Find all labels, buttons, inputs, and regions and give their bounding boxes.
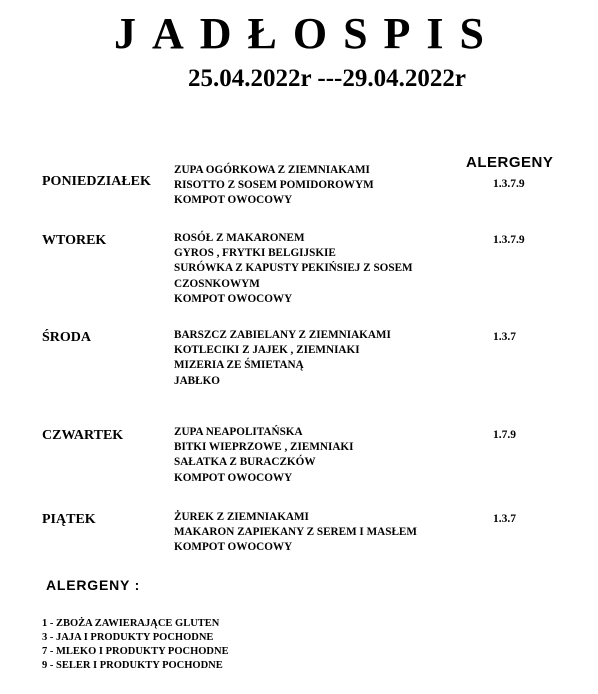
- dishes-tuesday: [174, 231, 454, 307]
- dish: KOMPOT OWOCOWY: [174, 292, 293, 305]
- allergen-legend-title: ALERGENY :: [46, 577, 141, 593]
- day-name-monday: PONIEDZIAŁEK: [42, 174, 151, 189]
- dish: SAŁATKA Z BURACZKÓW: [174, 456, 316, 469]
- allergens-thursday: 1.7.9: [493, 429, 516, 441]
- allergens-friday: 1.3.7: [493, 513, 516, 525]
- page-title: JADŁOSPIS: [113, 9, 501, 58]
- dish: KOMPOT OWOCOWY: [174, 471, 293, 484]
- dish: ROSÓŁ Z MAKARONEM: [174, 232, 305, 244]
- allergens-wednesday: 1.3.7: [493, 331, 516, 343]
- dish: BITKI WIEPRZOWE , ZIEMNIAKI: [174, 441, 354, 454]
- dishes-wednesday: [174, 328, 454, 389]
- dish: MAKARON ZAPIEKANY Z SEREM I MASŁEM: [174, 526, 417, 539]
- day-name-tuesday: WTOREK: [42, 233, 107, 248]
- dish: MIZERIA ZE ŚMIETANĄ: [174, 359, 304, 372]
- dishes-thursday: [174, 425, 454, 486]
- day-name-wednesday: ŚRODA: [42, 330, 92, 345]
- legend-item: 9 - SELER I PRODUKTY POCHODNE: [42, 660, 223, 671]
- legend-item: 3 - JAJA I PRODUKTY POCHODNE: [42, 632, 214, 643]
- dish: ZUPA NEAPOLITAŃSKA: [174, 426, 303, 438]
- day-name-thursday: CZWARTEK: [42, 428, 124, 443]
- dish: ZUPA OGÓRKOWA Z ZIEMNIAKAMI: [174, 164, 370, 176]
- dishes-friday: [174, 510, 454, 556]
- dish: JABŁKO: [174, 374, 221, 387]
- legend-item: 7 - MLEKO I PRODUKTY POCHODNE: [42, 646, 229, 657]
- dish: BARSZCZ ZABIELANY Z ZIEMNIAKAMI: [174, 329, 391, 341]
- allergens-column-header: ALERGENY: [466, 154, 554, 171]
- allergen-legend: [42, 617, 229, 673]
- day-name-friday: PIĄTEK: [42, 512, 96, 527]
- dish: SURÓWKA Z KAPUSTY PEKIŃSIEJ Z SOSEM CZOSNKOWYM: [174, 262, 413, 290]
- dishes-monday: [174, 163, 454, 209]
- dish: KOMPOT OWOCOWY: [174, 541, 293, 554]
- dish: RISOTTO Z SOSEM POMIDOROWYM: [174, 179, 374, 192]
- date-range: 25.04.2022r ---29.04.2022r: [188, 65, 466, 92]
- allergens-monday: 1.3.7.9: [493, 178, 525, 190]
- dish: GYROS , FRYTKI BELGIJSKIE: [174, 247, 336, 260]
- allergens-tuesday: 1.3.7.9: [493, 234, 525, 246]
- dish: KOMPOT OWOCOWY: [174, 194, 293, 207]
- legend-item: 1 - ZBOŻA ZAWIERAJĄCE GLUTEN: [42, 618, 220, 629]
- dish: ŻUREK Z ZIEMNIAKAMI: [174, 511, 309, 523]
- dish: KOTLECIKI Z JAJEK , ZIEMNIAKI: [174, 344, 360, 357]
